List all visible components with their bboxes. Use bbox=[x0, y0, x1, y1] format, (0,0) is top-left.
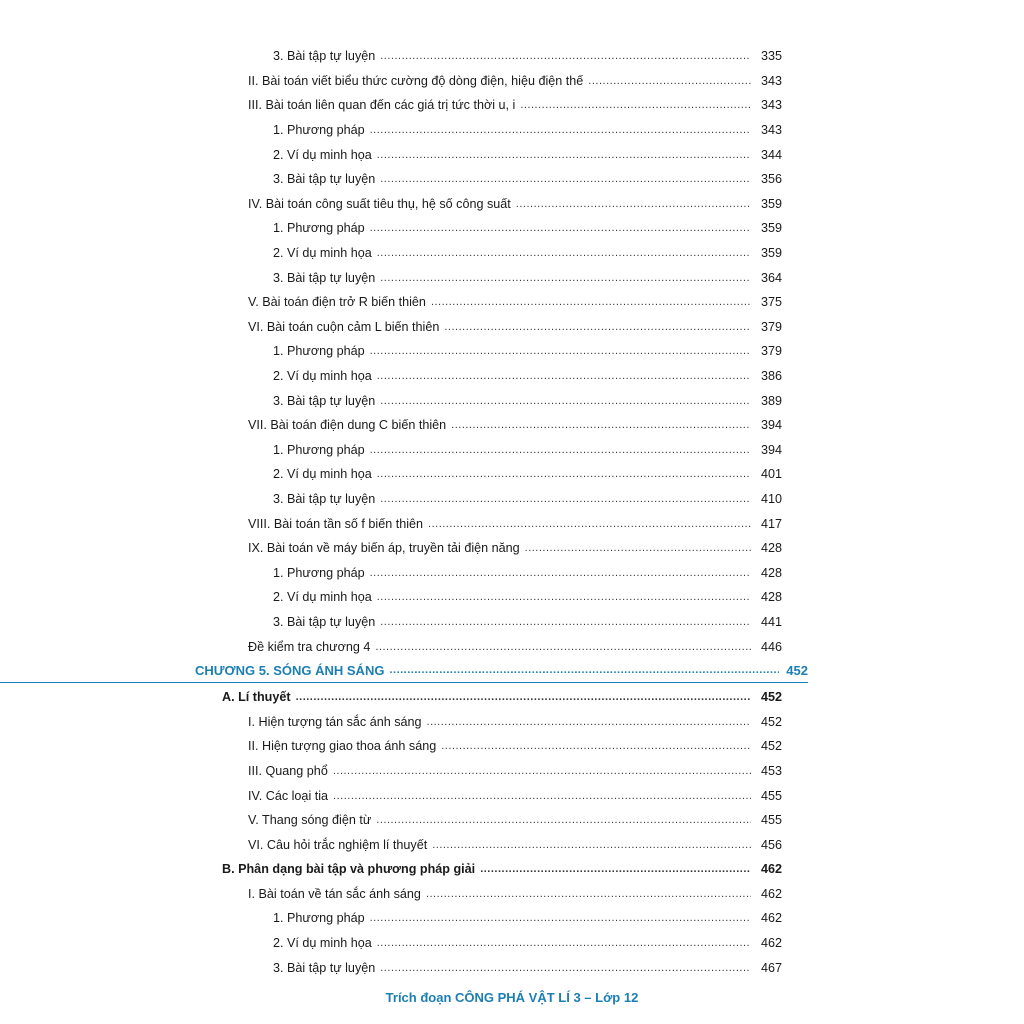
toc-entry-page-number: 452 bbox=[760, 739, 782, 754]
dot-leader bbox=[516, 197, 751, 211]
toc-entry bbox=[0, 388, 782, 413]
toc-entry bbox=[0, 265, 782, 290]
toc-entry-title: Đề kiểm tra chương 4 bbox=[248, 640, 375, 654]
toc-entry-page-number: 410 bbox=[760, 491, 782, 506]
toc-entry-page-number: 456 bbox=[760, 837, 782, 852]
toc-entry bbox=[0, 142, 782, 167]
toc-entry bbox=[0, 192, 782, 217]
toc-entry bbox=[0, 906, 782, 931]
toc-entry bbox=[0, 832, 782, 857]
toc-entry-title: IV. Bài toán công suất tiêu thụ, hệ số công suất bbox=[248, 197, 516, 211]
toc-entry-title: 1. Phương pháp bbox=[273, 221, 370, 235]
toc-entry bbox=[0, 167, 782, 192]
toc-entry-title: IX. Bài toán về máy biến áp, truyền tải điện năng bbox=[248, 541, 525, 555]
toc-entry-page-number: 446 bbox=[760, 639, 782, 654]
toc-entry-title: V. Thang sóng điện từ bbox=[248, 813, 376, 827]
toc-entry-page-number: 428 bbox=[760, 541, 782, 556]
toc-entry bbox=[0, 610, 782, 635]
toc-entry-page-number: 394 bbox=[760, 418, 782, 433]
toc-entry bbox=[0, 882, 782, 907]
toc-entry-page-number: 359 bbox=[760, 246, 782, 261]
toc-entry-title: I. Hiện tượng tán sắc ánh sáng bbox=[248, 715, 427, 729]
toc-entry bbox=[0, 808, 782, 833]
toc-entry bbox=[0, 511, 782, 536]
dot-leader bbox=[333, 789, 751, 803]
toc-chapter-heading bbox=[0, 659, 808, 683]
dot-leader bbox=[370, 221, 751, 235]
toc-entry bbox=[0, 955, 782, 980]
dot-leader bbox=[380, 961, 751, 975]
dot-leader bbox=[376, 813, 751, 827]
toc-entry-title: VIII. Bài toán tần số f biến thiên bbox=[248, 517, 428, 531]
toc-entry-title: 1. Phương pháp bbox=[273, 911, 370, 925]
toc-entry-page-number: 359 bbox=[760, 221, 782, 236]
dot-leader bbox=[380, 49, 751, 63]
dot-leader bbox=[380, 394, 751, 408]
toc-entry-page-number: 453 bbox=[760, 763, 782, 778]
toc-entry bbox=[0, 216, 782, 241]
toc-entry-page-number: 359 bbox=[760, 196, 782, 211]
toc-entry-page-number: 343 bbox=[760, 98, 782, 113]
toc-entry bbox=[0, 931, 782, 956]
toc-entry-title: 2. Ví dụ minh họa bbox=[273, 590, 377, 604]
toc-entry-page-number: 401 bbox=[760, 467, 782, 482]
toc-entry-page-number: 455 bbox=[760, 788, 782, 803]
dot-leader bbox=[426, 887, 751, 901]
toc-entry-title: CHƯƠNG 5. SÓNG ÁNH SÁNG bbox=[195, 663, 389, 678]
toc-entry bbox=[0, 560, 782, 585]
dot-leader bbox=[296, 690, 751, 704]
dot-leader bbox=[377, 148, 751, 162]
toc-entry bbox=[0, 536, 782, 561]
toc-entry-title: A. Lí thuyết bbox=[222, 690, 296, 704]
dot-leader bbox=[380, 615, 751, 629]
dot-leader bbox=[370, 123, 751, 137]
toc-entry-page-number: 428 bbox=[760, 565, 782, 580]
toc-entry-title: II. Bài toán viết biểu thức cường độ dòng điện, hiệu điện thế bbox=[248, 74, 588, 88]
toc-entry-title: 2. Ví dụ minh họa bbox=[273, 369, 377, 383]
toc-entry-page-number: 389 bbox=[760, 393, 782, 408]
toc-entry bbox=[0, 315, 782, 340]
toc-entry-title: III. Bài toán liên quan đến các giá trị tức thời u, i bbox=[248, 98, 520, 112]
toc-section-heading bbox=[0, 857, 782, 882]
toc-entry-page-number: 375 bbox=[760, 295, 782, 310]
toc-entry-page-number: 441 bbox=[760, 614, 782, 629]
toc-entry-page-number: 462 bbox=[760, 886, 782, 901]
toc-entry-title: 1. Phương pháp bbox=[273, 123, 370, 137]
toc-entry bbox=[0, 413, 782, 438]
dot-leader bbox=[380, 271, 751, 285]
dot-leader bbox=[377, 936, 751, 950]
toc-entry-page-number: 335 bbox=[760, 49, 782, 64]
toc-entry bbox=[0, 339, 782, 364]
toc-entry-title: VI. Câu hỏi trắc nghiệm lí thuyết bbox=[248, 838, 432, 852]
toc-entry-title: B. Phân dạng bài tập và phương pháp giải bbox=[222, 862, 480, 876]
toc-entry-title: 2. Ví dụ minh họa bbox=[273, 467, 377, 481]
dot-leader bbox=[377, 246, 751, 260]
toc-entry-page-number: 452 bbox=[786, 662, 808, 678]
toc-entry bbox=[0, 634, 782, 659]
toc-entry-title: I. Bài toán về tán sắc ánh sáng bbox=[248, 887, 426, 901]
toc-entry-page-number: 462 bbox=[760, 862, 782, 877]
toc-entry bbox=[0, 709, 782, 734]
toc-entry-page-number: 455 bbox=[760, 813, 782, 828]
toc-entry-title: 2. Ví dụ minh họa bbox=[273, 936, 377, 950]
toc-entry bbox=[0, 438, 782, 463]
toc-entry-page-number: 452 bbox=[760, 690, 782, 705]
toc-entry-title: III. Quang phổ bbox=[248, 764, 333, 778]
toc-entry-page-number: 379 bbox=[760, 344, 782, 359]
toc-entry bbox=[0, 290, 782, 315]
dot-leader bbox=[380, 172, 751, 186]
toc-entry-title: VI. Bài toán cuộn cảm L biến thiên bbox=[248, 320, 444, 334]
toc-section-heading bbox=[0, 685, 782, 710]
dot-leader bbox=[370, 443, 751, 457]
dot-leader bbox=[428, 517, 751, 531]
dot-leader bbox=[370, 566, 751, 580]
toc-entry-title: 3. Bài tập tự luyện bbox=[273, 271, 380, 285]
toc-entry bbox=[0, 241, 782, 266]
toc-entry-page-number: 356 bbox=[760, 172, 782, 187]
toc-entry-page-number: 417 bbox=[760, 516, 782, 531]
toc-entry-title: 3. Bài tập tự luyện bbox=[273, 615, 380, 629]
dot-leader bbox=[451, 418, 751, 432]
dot-leader bbox=[427, 715, 751, 729]
toc-entry bbox=[0, 364, 782, 389]
dot-leader bbox=[444, 320, 751, 334]
toc-entry-title: II. Hiện tượng giao thoa ánh sáng bbox=[248, 739, 441, 753]
toc-entry-title: 3. Bài tập tự luyện bbox=[273, 172, 380, 186]
toc-entry bbox=[0, 487, 782, 512]
toc-entry bbox=[0, 783, 782, 808]
toc-entry-title: V. Bài toán điện trở R biến thiên bbox=[248, 295, 431, 309]
dot-leader bbox=[480, 862, 751, 876]
dot-leader bbox=[377, 467, 751, 481]
toc-entry bbox=[0, 69, 782, 94]
dot-leader bbox=[389, 663, 779, 677]
dot-leader bbox=[333, 764, 751, 778]
toc-entry-title: 1. Phương pháp bbox=[273, 344, 370, 358]
toc-entry-page-number: 343 bbox=[760, 123, 782, 138]
toc-entry bbox=[0, 118, 782, 143]
toc-entry bbox=[0, 759, 782, 784]
toc-entry-title: 3. Bài tập tự luyện bbox=[273, 961, 380, 975]
toc-entry-page-number: 344 bbox=[760, 147, 782, 162]
dot-leader bbox=[520, 98, 751, 112]
dot-leader bbox=[370, 911, 751, 925]
toc-entry bbox=[0, 462, 782, 487]
toc-entry bbox=[0, 585, 782, 610]
dot-leader bbox=[588, 74, 751, 88]
toc-entry-page-number: 462 bbox=[760, 936, 782, 951]
page-footer: Trích đoạn CÔNG PHÁ VẬT LÍ 3 – Lớp 12 bbox=[385, 990, 639, 1005]
dot-leader bbox=[375, 640, 751, 654]
dot-leader bbox=[431, 295, 751, 309]
toc-entry bbox=[0, 44, 782, 69]
toc-entry-title: 3. Bài tập tự luyện bbox=[273, 492, 380, 506]
toc-entry-page-number: 379 bbox=[760, 319, 782, 334]
toc-entry bbox=[0, 93, 782, 118]
toc-entry-page-number: 462 bbox=[760, 911, 782, 926]
toc-entry-page-number: 428 bbox=[760, 590, 782, 605]
table-of-contents bbox=[0, 44, 1024, 980]
dot-leader bbox=[525, 541, 751, 555]
toc-entry-title: VII. Bài toán điện dung C biến thiên bbox=[248, 418, 451, 432]
toc-entry-title: 1. Phương pháp bbox=[273, 566, 370, 580]
toc-entry-page-number: 343 bbox=[760, 73, 782, 88]
toc-entry-title: IV. Các loại tia bbox=[248, 789, 333, 803]
toc-entry-page-number: 467 bbox=[760, 960, 782, 975]
toc-entry-title: 1. Phương pháp bbox=[273, 443, 370, 457]
toc-entry-page-number: 394 bbox=[760, 442, 782, 457]
dot-leader bbox=[377, 369, 751, 383]
dot-leader bbox=[432, 838, 751, 852]
toc-entry-title: 2. Ví dụ minh họa bbox=[273, 148, 377, 162]
dot-leader bbox=[380, 492, 751, 506]
toc-entry-page-number: 364 bbox=[760, 270, 782, 285]
dot-leader bbox=[377, 590, 751, 604]
toc-entry-title: 2. Ví dụ minh họa bbox=[273, 246, 377, 260]
toc-entry-title: 3. Bài tập tự luyện bbox=[273, 49, 380, 63]
toc-entry bbox=[0, 734, 782, 759]
toc-entry-page-number: 452 bbox=[760, 714, 782, 729]
dot-leader bbox=[370, 344, 751, 358]
dot-leader bbox=[441, 739, 751, 753]
toc-entry-title: 3. Bài tập tự luyện bbox=[273, 394, 380, 408]
toc-entry-page-number: 386 bbox=[760, 369, 782, 384]
